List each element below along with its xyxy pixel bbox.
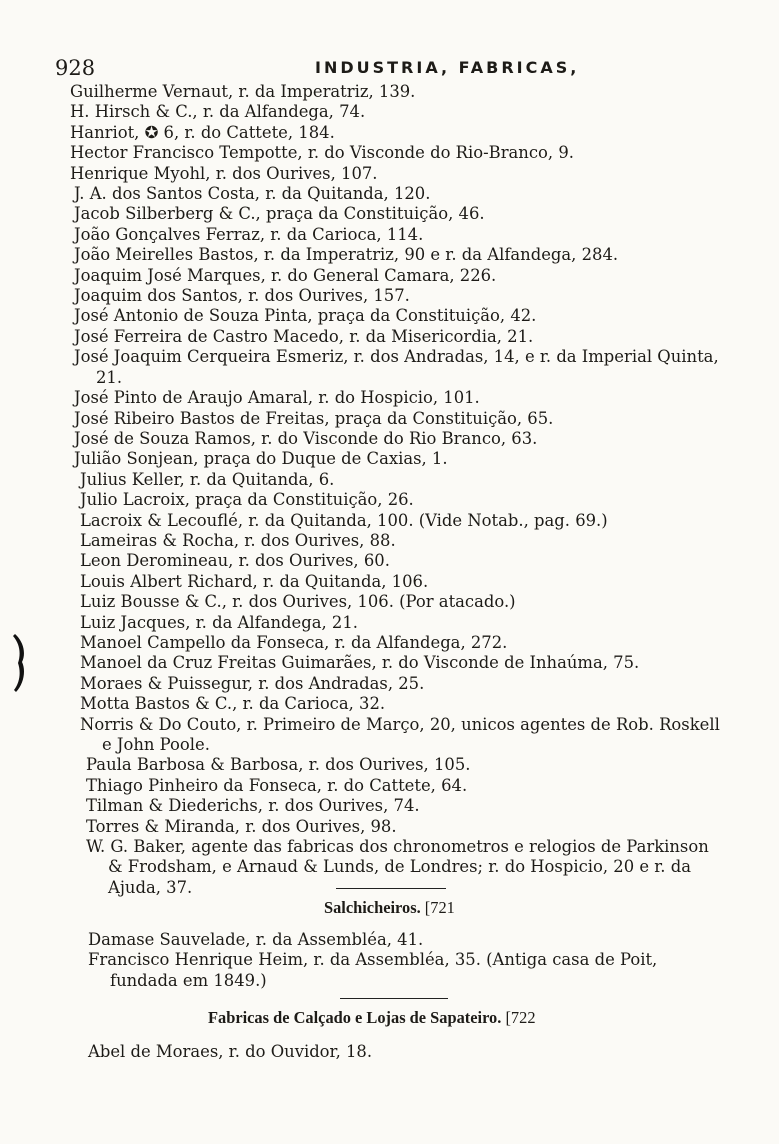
list-item: Julius Keller, r. da Quitanda, 6. xyxy=(80,469,335,489)
list-item: José de Souza Ramos, r. do Visconde do Rio Branco, 63. xyxy=(74,428,538,448)
section-divider xyxy=(336,888,446,889)
list-item: Manoel da Cruz Freitas Guimarães, r. do Visconde de Inhaúma, 75. xyxy=(80,653,640,673)
list-item: Norris & Do Couto, r. Primeiro de Março, 20, unicos agentes de Rob. Roskell e John Poole. xyxy=(80,714,720,754)
page-header xyxy=(55,56,715,82)
list-item: João Meirelles Bastos, r. da Imperatriz, 90 e r. da Alfandega, 284. xyxy=(74,245,619,265)
list-item: José Antonio de Souza Pinta, praça da Constituição, 42. xyxy=(74,306,537,326)
list-item: Louis Albert Richard, r. da Quitanda, 106. xyxy=(80,571,429,591)
list-item: Joaquim dos Santos, r. dos Ourives, 157. xyxy=(74,286,410,306)
section-code: [721 xyxy=(424,898,455,917)
list-item: Julio Lacroix, praça da Constituição, 26. xyxy=(80,490,414,510)
list-item: Moraes & Puissegur, r. dos Andradas, 25. xyxy=(80,673,425,693)
list-item: W. G. Baker, agente das fabricas dos chronometros e relogios de Parkinson & Frodsham, e Arnaud & Lunds, de Londres; r. do Hospicio, 20 e r. da Ajuda, 37. xyxy=(86,837,709,897)
page-number: 928 xyxy=(55,56,96,80)
list-item: Jacob Silberberg & C., praça da Constituição, 46. xyxy=(74,204,485,224)
list-item: Leon Derominеau, r. dos Ourives, 60. xyxy=(80,551,390,571)
list-item: Manoel Campello da Fonseca, r. da Alfandega, 272. xyxy=(80,632,508,652)
list-item: Lacroix & Lecouflé, r. da Quitanda, 100. (Vide Notab., pag. 69.) xyxy=(80,510,608,530)
list-item: Luiz Bousse & C., r. dos Ourives, 106. (Por atacado.) xyxy=(80,592,516,612)
list-item: Julião Sonjean, praça do Duque de Caxias, 1. xyxy=(74,449,448,469)
section-title: Salchicheiros. xyxy=(324,898,421,917)
bracket-mark-icon xyxy=(12,632,28,694)
list-item: Guilherme Vernaut, r. da Imperatriz, 139. xyxy=(70,82,416,101)
calcado-list xyxy=(88,1042,713,1062)
list-item: Francisco Henrique Heim, r. da Assembléa, 35. (Antiga casa de Poit, fundada em 1849.) xyxy=(88,950,658,990)
list-item: H. Hirsch & C., r. da Alfandega, 74. xyxy=(70,102,366,122)
list-item: Abel de Moraes, r. do Ouvidor, 18. xyxy=(88,1042,373,1061)
list-item: Lameiras & Rocha, r. dos Ourives, 88. xyxy=(80,530,396,550)
list-item: Thiago Pinheiro da Fonseca, r. do Cattete, 64. xyxy=(86,775,468,795)
list-item: Paula Barbosa & Barbosa, r. dos Ourives, 105. xyxy=(86,755,471,775)
list-item: Henrique Myohl, r. dos Ourives, 107. xyxy=(70,163,378,183)
list-item: Hector Francisco Tempotte, r. do Visconde do Rio-Branco, 9. xyxy=(70,143,574,163)
list-item: Tilman & Diederichs, r. dos Ourives, 74. xyxy=(86,796,420,816)
list-item: J. A. dos Santos Costa, r. da Quitanda, 120. xyxy=(74,184,431,204)
section-code: [722 xyxy=(505,1008,536,1027)
section-title: Fabricas de Calçado e Lojas de Sapateiro. xyxy=(208,1008,502,1027)
salchicheiros-list xyxy=(88,930,713,991)
list-item: Joaquim José Marques, r. do General Camara, 226. xyxy=(74,265,497,285)
list-item: Motta Bastos & C., r. da Carioca, 32. xyxy=(80,694,386,714)
list-item: José Joaquim Cerqueira Esmeriz, r. dos Andradas, 14, e r. da Imperial Quinta, 21. xyxy=(74,347,719,387)
directory-list xyxy=(70,82,720,898)
list-item: José Pinto de Araujo Amaral, r. do Hospicio, 101. xyxy=(74,388,480,408)
list-item: Damase Sauvelade, r. da Assembléa, 41. xyxy=(88,930,424,949)
section-heading-salchicheiros xyxy=(324,898,455,918)
running-title: INDUSTRIA, FABRICAS, xyxy=(315,58,580,77)
section-heading-calcado xyxy=(208,1008,536,1028)
list-item: João Gonçalves Ferraz, r. da Carioca, 114. xyxy=(74,224,424,244)
list-item: José Ribeiro Bastos de Freitas, praça da Constituição, 65. xyxy=(74,408,554,428)
list-item: Torres & Miranda, r. dos Ourives, 98. xyxy=(86,816,397,836)
section-divider xyxy=(340,998,448,999)
list-item: Hanriot, ✪ 6, r. do Cattete, 184. xyxy=(70,122,335,142)
list-item: Luiz Jacques, r. da Alfandega, 21. xyxy=(80,612,358,632)
list-item: José Ferreira de Castro Macedo, r. da Misericordia, 21. xyxy=(74,326,534,346)
